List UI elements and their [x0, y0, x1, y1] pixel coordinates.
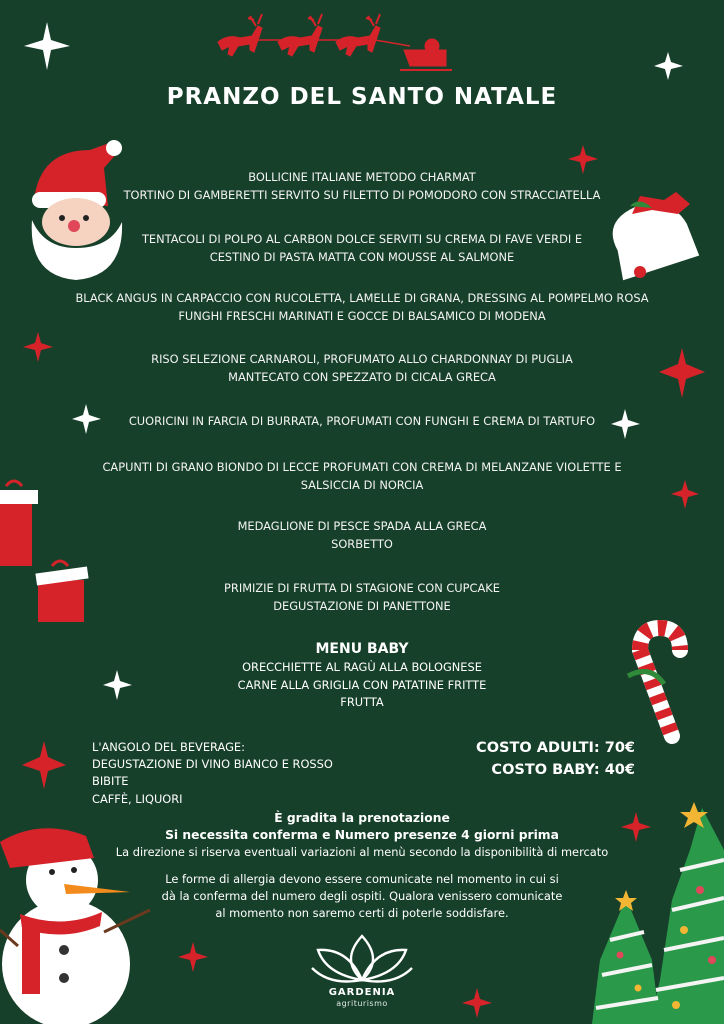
allergy-note-line: Le forme di allergia devono essere comunicate nel momento in cui si — [165, 872, 559, 886]
course-line: RISO SELEZIONE CARNAROLI, PROFUMATO ALLO CHARDONNAY DI PUGLIA — [151, 352, 573, 366]
variations-note: La direzione si riserva eventuali variazioni al menù secondo la disponibilità di mercato — [115, 845, 609, 859]
course-line: BOLLICINE ITALIANE METODO CHARMAT — [248, 170, 476, 184]
course-8 — [60, 580, 664, 615]
course-line: FUNGHI FRESCHI MARINATI E GOCCE DI BALSAMICO DI MODENA — [178, 308, 546, 323]
course-line: CUORICINI IN FARCIA DI BURRATA, PROFUMATI CON FUNGHI E CREMA DI TARTUFO — [128, 414, 596, 428]
baby-menu-item: CARNE ALLA GRIGLIA CON PATATINE FRITTE — [237, 677, 487, 692]
course-line: MEDAGLIONE DI PESCE SPADA ALLA GRECA — [237, 519, 487, 533]
reindeer-sleigh-icon — [218, 14, 452, 70]
allergy-note-line: dà la conferma del numero degli ospiti. Qualora venissero comunicate — [161, 889, 563, 903]
course-2 — [60, 231, 664, 266]
beverage-item: BIBITE — [92, 774, 129, 789]
course-7 — [60, 518, 664, 553]
course-3 — [60, 290, 664, 325]
course-line: DEGUSTAZIONE DI PANETTONE — [273, 598, 451, 613]
course-line: TORTINO DI GAMBERETTI SERVITO SU FILETTO DI POMODORO CON STRACCIATELLA — [123, 187, 601, 202]
course-5 — [60, 413, 664, 431]
page-title: PRANZO DEL SANTO NATALE — [166, 84, 558, 110]
beverage-item: CAFFÈ, LIQUORI — [92, 791, 183, 806]
logo-sub: agriturismo — [336, 999, 388, 1008]
course-1 — [60, 169, 664, 204]
course-line: PRIMIZIE DI FRUTTA DI STAGIONE CON CUPCAKE — [224, 581, 500, 595]
course-line: CESTINO DI PASTA MATTA CON MOUSSE AL SALMONE — [209, 249, 515, 264]
course-6 — [60, 459, 664, 494]
beverage-section — [92, 739, 333, 808]
baby-menu-item: FRUTTA — [340, 695, 384, 709]
booking-note: È gradita la prenotazione — [274, 811, 450, 825]
cost-baby: COSTO BABY: 40€ — [491, 762, 635, 778]
christmas-tree-icon — [650, 802, 724, 1024]
notes-section — [90, 810, 634, 922]
allergy-note-line: al momento non saremo certi di poterle soddisfare. — [215, 906, 509, 920]
gardenia-logo-icon — [312, 936, 412, 982]
logo-name: GARDENIA — [328, 987, 396, 998]
cost-section — [476, 737, 635, 781]
baby-menu-heading: MENU BABY — [315, 641, 409, 657]
baby-menu-item: ORECCHIETTE AL RAGÙ ALLA BOLOGNESE — [242, 660, 482, 674]
course-line: MANTECATO CON SPEZZATO DI CICALA GRECA — [228, 369, 496, 384]
course-4 — [60, 351, 664, 386]
beverage-item: DEGUSTAZIONE DI VINO BIANCO E ROSSO — [92, 757, 333, 772]
baby-menu-list — [0, 659, 724, 712]
course-line: SORBETTO — [331, 536, 393, 551]
spacer — [90, 861, 634, 871]
course-line: CAPUNTI DI GRANO BIONDO DI LECCE PROFUMATI CON CREMA DI MELANZANE VIOLETTE E — [102, 460, 622, 474]
beverage-heading: L'ANGOLO DEL BEVERAGE: — [92, 740, 245, 754]
course-line: TENTACOLI DI POLPO AL CARBON DOLCE SERVITI SU CREMA DI FAVE VERDI E — [141, 232, 583, 246]
gift-box-icon — [0, 481, 38, 566]
course-line: SALSICCIA DI NORCIA — [300, 477, 424, 492]
course-line: BLACK ANGUS IN CARPACCIO CON RUCOLETTA, LAMELLE DI GRANA, DRESSING AL POMPELMO ROSA — [75, 291, 649, 305]
confirm-note: Si necessita conferma e Numero presenze 4 giorni prima — [165, 828, 559, 842]
cost-adults: COSTO ADULTI: 70€ — [476, 740, 635, 756]
